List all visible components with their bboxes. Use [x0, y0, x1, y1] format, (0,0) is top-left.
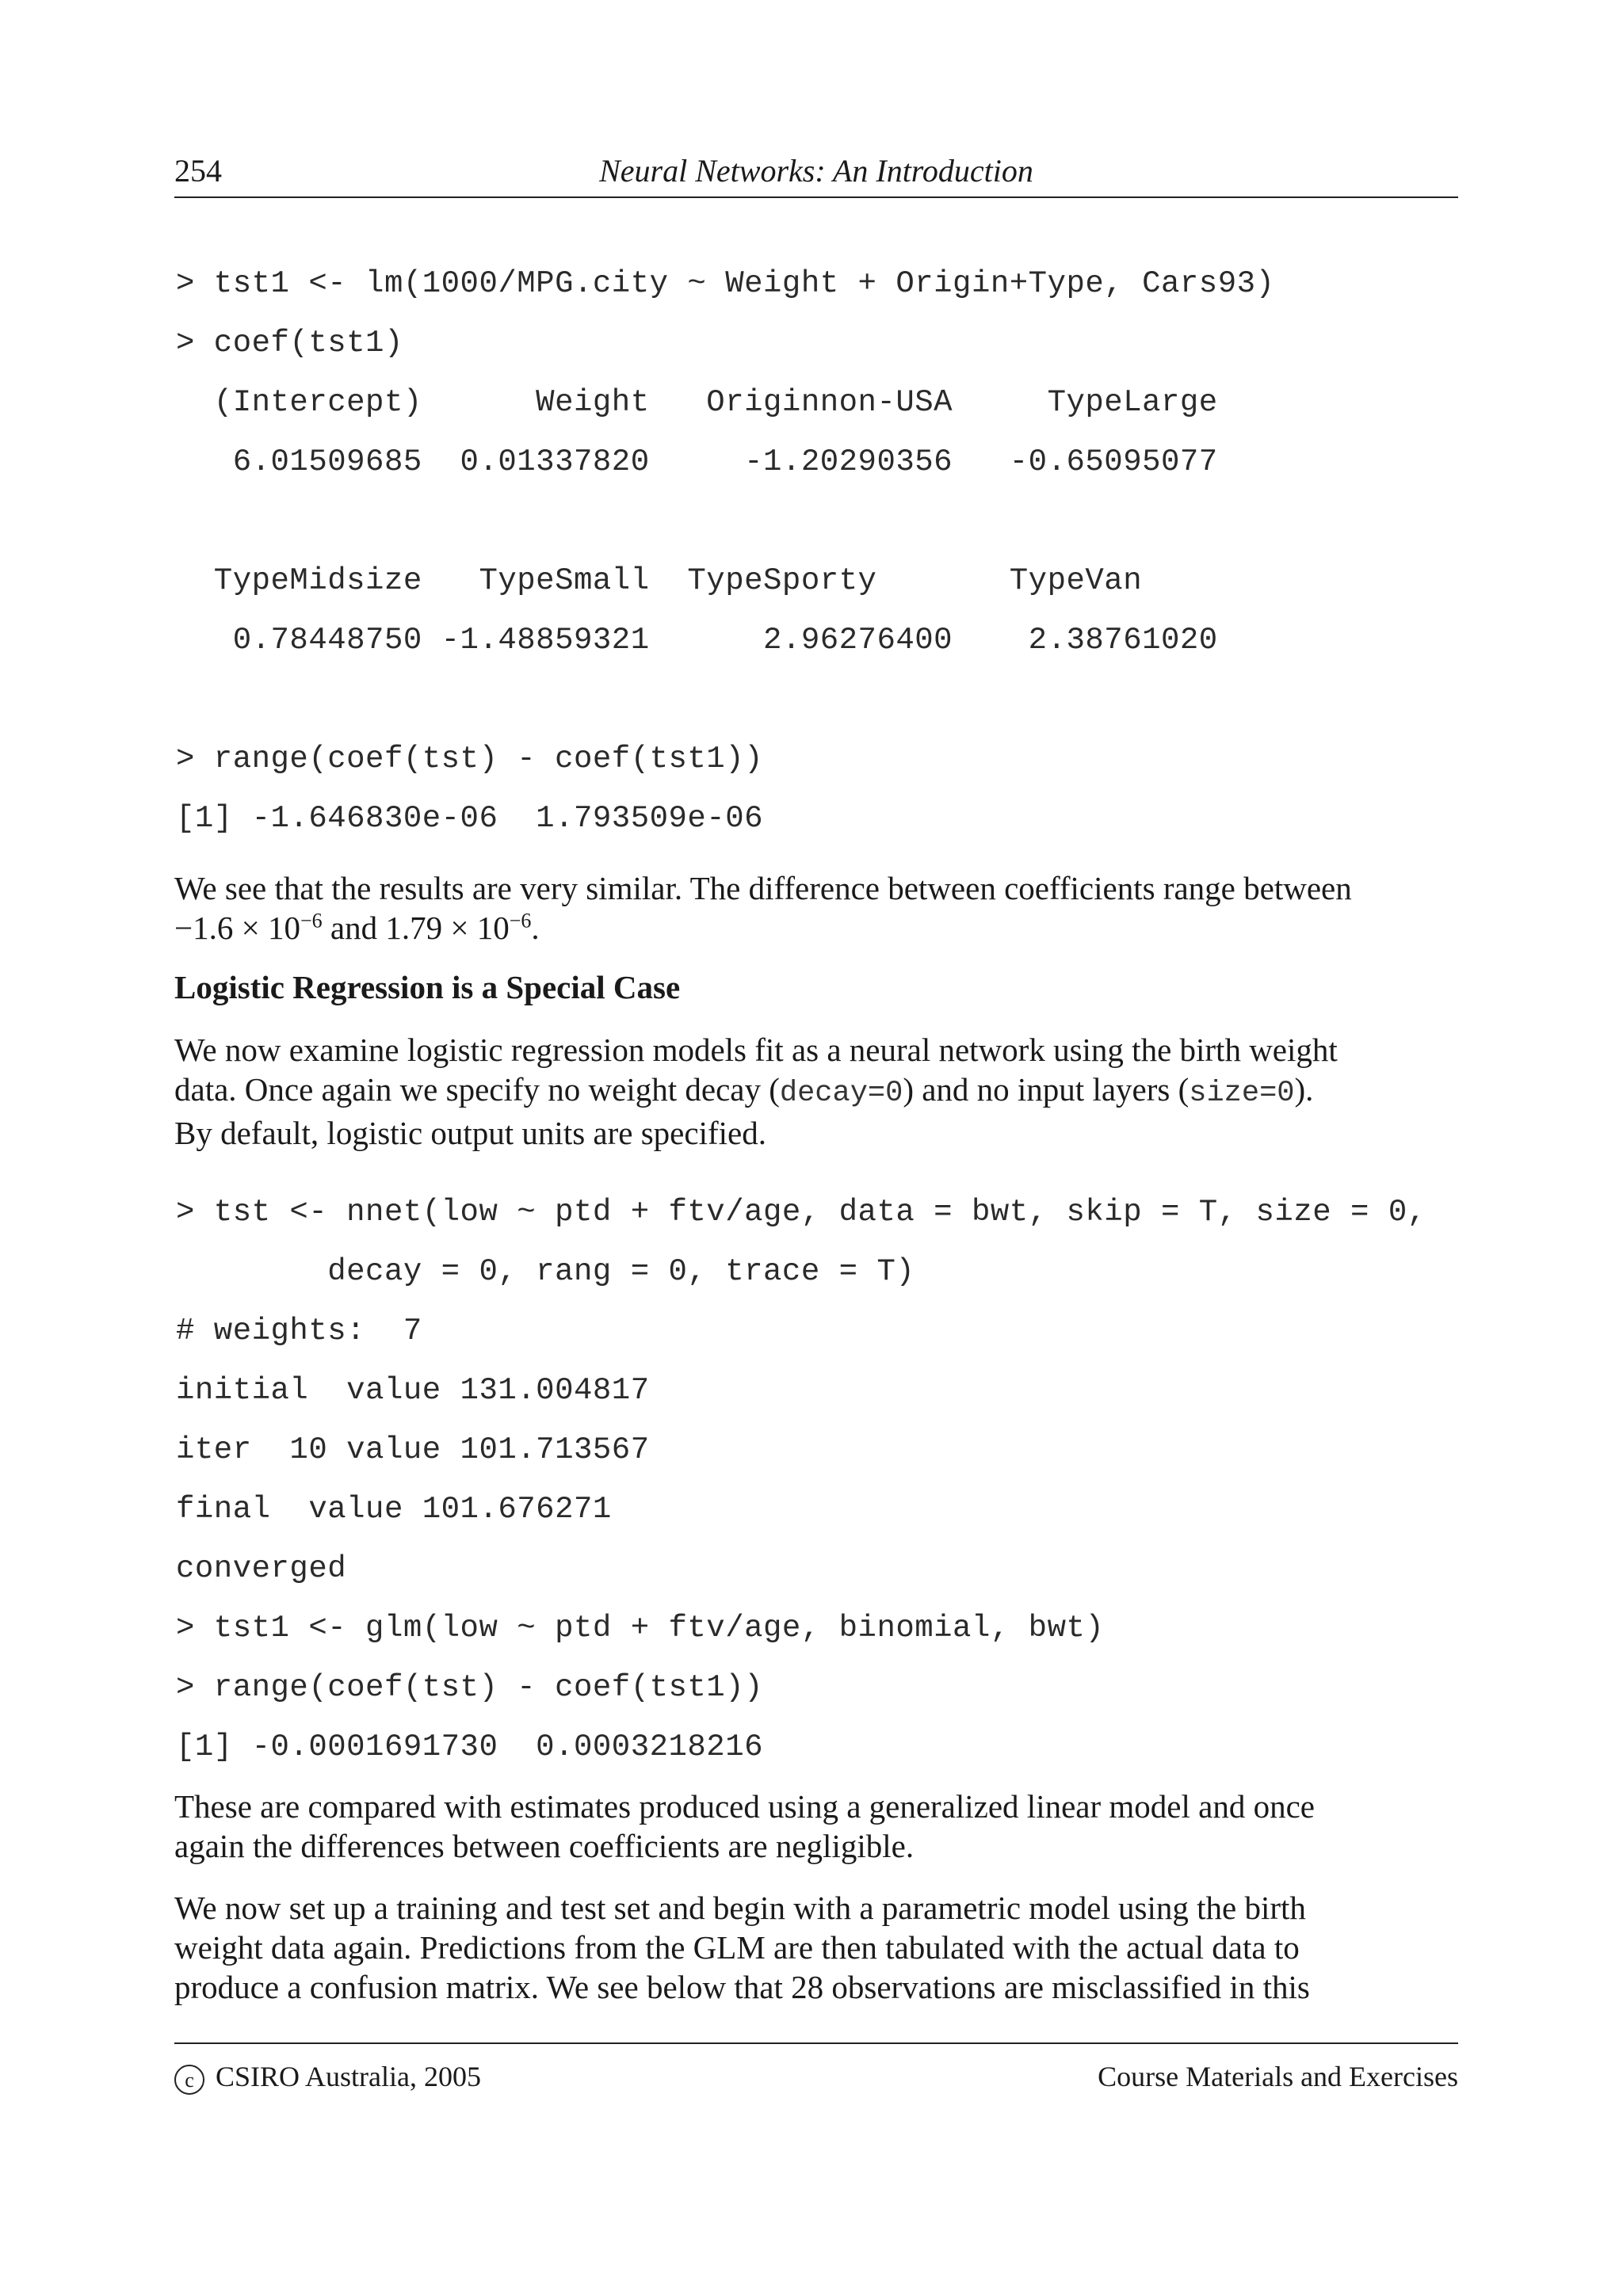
code-line: initial value 131.004817: [176, 1373, 650, 1408]
code-line: [1] -0.0001691730 0.0003218216: [176, 1730, 764, 1764]
code-line: > coef(tst1): [176, 326, 403, 360]
code-line: > range(coef(tst) - coef(tst1)): [176, 1670, 764, 1705]
code-line: > tst1 <- lm(1000/MPG.city ~ Weight + Origin+Type, Cars93): [176, 266, 1275, 301]
paragraph-line: By default, logistic output units are specified.: [174, 1115, 766, 1151]
code-line: > tst <- nnet(low ~ ptd + ftv/age, data = bwt, skip = T, size = 0,: [176, 1195, 1426, 1230]
footer-right-text: Course Materials and Exercises: [1098, 2061, 1458, 2092]
code-line: > range(coef(tst) - coef(tst1)): [176, 742, 764, 776]
footer-copyright: [174, 2060, 481, 2095]
code-line: final value 101.676271: [176, 1492, 612, 1527]
page-footer: [174, 2042, 1458, 2100]
code-line: decay = 0, rang = 0, trace = T): [176, 1254, 915, 1289]
paragraph-line: data. Once again we specify no weight decay (decay=0) and no input layers (size=0).: [174, 1071, 1314, 1110]
section-heading: Logistic Regression is a Special Case: [174, 969, 681, 1005]
paragraph-line: again the differences between coefficients are negligible.: [174, 1828, 915, 1864]
code-line: converged: [176, 1551, 347, 1586]
page-header: [174, 152, 1458, 198]
code-line: > tst1 <- glm(low ~ ptd + ftv/age, binomial, bwt): [176, 1611, 1105, 1646]
code-line: 0.78448750 -1.48859321 2.96276400 2.38761020: [176, 623, 1218, 658]
paragraph-line: weight data again. Predictions from the GLM are then tabulated with the actual data to: [174, 1929, 1300, 1966]
code-line: iter 10 value 101.713567: [176, 1432, 650, 1467]
code-line: TypeMidsize TypeSmall TypeSporty TypeVan: [176, 563, 1143, 598]
footer-left-text: CSIRO Australia, 2005: [216, 2061, 482, 2092]
paragraph: [174, 868, 1458, 948]
page-number: 254: [174, 153, 222, 189]
code-line: 6.01509685 0.01337820 -1.20290356 -0.65095077: [176, 444, 1218, 479]
copyright-icon: c: [174, 2065, 204, 2095]
paragraph-line: We see that the results are very similar. The difference between coefficients range between: [174, 870, 1352, 906]
paragraph-line: We now set up a training and test set and begin with a parametric model using the birth: [174, 1890, 1306, 1926]
paragraph: [174, 1030, 1458, 1153]
code-line: # weights: 7: [176, 1314, 422, 1348]
code-line: [1] -1.646830e-06 1.793509e-06: [176, 801, 764, 836]
paragraph: [174, 1787, 1458, 1866]
paragraph-line: produce a confusion matrix. We see below that 28 observations are misclassified in this: [174, 1969, 1310, 2005]
paragraph: [174, 1888, 1458, 2007]
paragraph-line: We now examine logistic regression models fit as a neural network using the birth weight: [174, 1032, 1338, 1068]
paragraph-line: $-1.6 \times 10^{-6}$ and $1.79 \times 10^{-6}$.: [174, 909, 540, 946]
code-line: (Intercept) Weight Originnon-USA TypeLarge: [176, 385, 1218, 420]
running-title: Neural Networks: An Introduction: [599, 153, 1033, 189]
paragraph-line: These are compared with estimates produced using a generalized linear model and once: [174, 1788, 1315, 1825]
